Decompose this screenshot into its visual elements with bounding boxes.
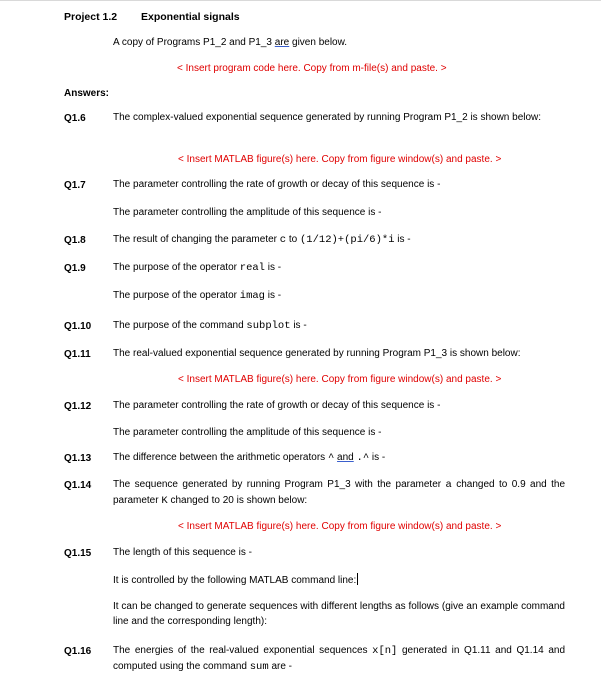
q1-12-line1: The parameter controlling the rate of growth or decay of this sequence is - <box>113 400 441 411</box>
q1-14-mid: changed to 0.9 and the parameter <box>113 479 566 506</box>
q1-9-pre-2: The purpose of the operator <box>113 290 237 301</box>
q1-10-cmd: subplot <box>246 320 291 332</box>
q1-8-text <box>113 232 565 248</box>
q1-9-op-real: real <box>239 262 265 274</box>
q1-16-mid: generated in Q1.11 and Q1.14 and computed using the command <box>113 645 566 672</box>
q1-11-number: Q1.11 <box>64 349 91 360</box>
q1-9-line1 <box>113 260 565 276</box>
q1-16-post: are - <box>271 661 292 672</box>
q1-15-line2: It is controlled by the following MATLAB command line: <box>113 575 357 586</box>
q1-16-text <box>113 643 565 675</box>
q1-15-line1: The length of this sequence is - <box>113 547 252 558</box>
q1-7-line2: The parameter controlling the amplitude of this sequence is - <box>113 207 382 218</box>
intro-text: A copy of Programs P1_2 and P1_3 are given below. <box>113 37 348 48</box>
q1-15-line2-wrap <box>113 573 565 588</box>
q1-13-pre: The difference between the arithmetic operators <box>113 452 326 463</box>
q1-12-number: Q1.12 <box>64 401 92 412</box>
q1-9-post-2: is - <box>267 290 282 301</box>
q1-8-to: to <box>288 234 298 245</box>
q1-14-text <box>113 477 565 509</box>
project-number: Project 1.2 <box>64 11 118 23</box>
q1-8-param: c <box>279 234 287 246</box>
q1-9-line2 <box>113 288 565 304</box>
intro-are-underlined: are <box>274 37 290 48</box>
q1-6-number: Q1.6 <box>64 113 86 124</box>
q1-13-op1: ^ <box>327 452 335 464</box>
q1-13-op2: .^ <box>356 452 370 464</box>
q1-12-line2: The parameter controlling the amplitude of this sequence is - <box>113 427 382 438</box>
q1-11-text: The real-valued exponential sequence generated by running Program P1_3 is shown below: <box>113 348 521 359</box>
q1-14-pre: The sequence generated by running Program P1_3 with the parameter <box>113 479 442 490</box>
q1-16-cmd: sum <box>249 661 269 673</box>
q1-7-line1: The parameter controlling the rate of growth or decay of this sequence is - <box>113 179 441 190</box>
q1-9-number: Q1.9 <box>64 263 86 274</box>
q1-9-op-imag: imag <box>239 290 265 302</box>
q1-6-insert-figure: < Insert MATLAB figure(s) here. Copy from figure window(s) and paste. > <box>178 154 502 165</box>
q1-8-pre: The result of changing the parameter <box>113 234 277 245</box>
top-border <box>0 0 601 1</box>
q1-13-text <box>113 450 565 466</box>
q1-16-seq: x[n] <box>372 645 398 657</box>
project-title: Exponential signals <box>141 11 240 23</box>
q1-14-param-k: K <box>161 495 168 507</box>
q1-16-pre: The energies of the real-valued exponential sequences <box>113 645 368 656</box>
q1-8-number: Q1.8 <box>64 235 86 246</box>
q1-13-post: is - <box>371 452 386 463</box>
q1-14-param-a: a <box>445 479 452 491</box>
q1-14-insert-figure: < Insert MATLAB figure(s) here. Copy from figure window(s) and paste. > <box>178 521 502 532</box>
answers-label: Answers: <box>64 88 110 99</box>
q1-10-text <box>113 318 565 334</box>
q1-16-number: Q1.16 <box>64 646 92 657</box>
q1-9-post: is - <box>267 262 282 273</box>
q1-15-number: Q1.15 <box>64 548 92 559</box>
text-cursor <box>357 573 358 585</box>
q1-9-pre: The purpose of the operator <box>113 262 237 273</box>
q1-11-insert-figure: < Insert MATLAB figure(s) here. Copy from figure window(s) and paste. > <box>178 374 502 385</box>
q1-6-text: The complex-valued exponential sequence generated by running Program P1_2 is shown below: <box>113 112 542 123</box>
q1-10-number: Q1.10 <box>64 321 92 332</box>
insert-code-placeholder: < Insert program code here. Copy from m-file(s) and paste. > <box>177 63 447 74</box>
q1-8-expression: (1/12)+(pi/6)*i <box>299 234 395 246</box>
q1-7-number: Q1.7 <box>64 180 86 191</box>
q1-10-pre: The purpose of the command <box>113 320 244 331</box>
q1-10-post: is - <box>293 320 307 331</box>
q1-8-post: is - <box>397 234 411 245</box>
q1-14-post: changed to 20 is shown below: <box>170 495 308 506</box>
q1-14-number: Q1.14 <box>64 480 92 491</box>
q1-13-and: and <box>337 452 354 463</box>
q1-13-number: Q1.13 <box>64 453 92 464</box>
q1-15-line3: It can be changed to generate sequences with different lengths as follows (give an example command line and the corresponding length): <box>113 601 565 627</box>
